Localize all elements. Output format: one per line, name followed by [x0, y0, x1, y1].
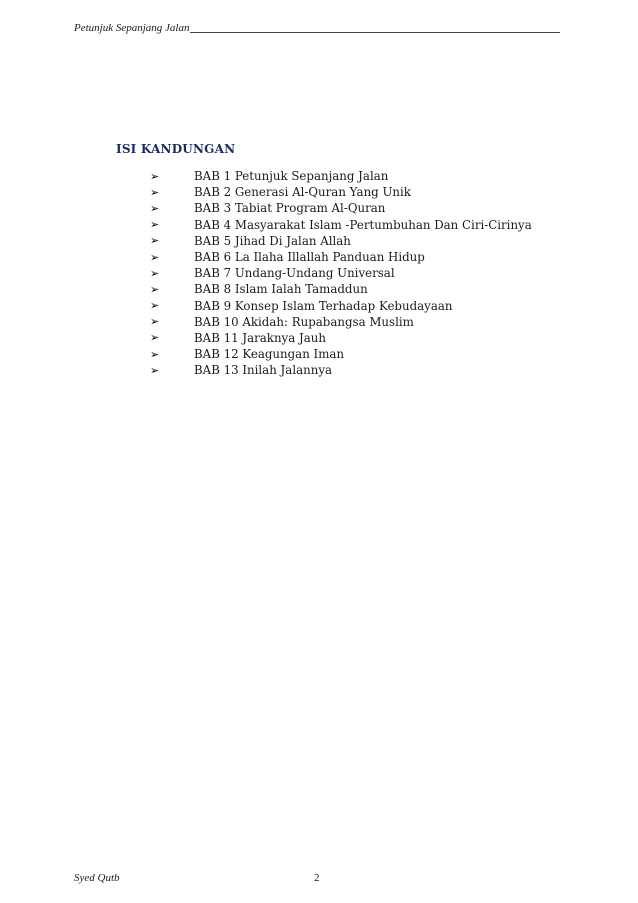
running-header	[74, 19, 560, 35]
toc-item	[150, 168, 532, 184]
arrow-bullet-icon: ➢	[150, 201, 160, 215]
toc-item-label: BAB 6 La Ilaha Illallah Panduan Hidup	[194, 250, 425, 265]
toc-item	[150, 330, 532, 346]
toc-item	[150, 217, 532, 233]
toc-item-label: BAB 10 Akidah: Rupabangsa Muslim	[194, 314, 414, 329]
arrow-bullet-icon: ➢	[150, 347, 160, 361]
arrow-bullet-icon: ➢	[150, 185, 160, 199]
arrow-bullet-icon: ➢	[150, 299, 160, 313]
toc-item-label: BAB 13 Inilah Jalannya	[194, 363, 333, 378]
toc-item	[150, 346, 532, 362]
toc-item-label: BAB 2 Generasi Al-Quran Yang Unik	[194, 185, 411, 200]
arrow-bullet-icon: ➢	[150, 234, 160, 248]
arrow-bullet-icon: ➢	[150, 218, 160, 232]
arrow-bullet-icon: ➢	[150, 282, 160, 296]
toc-item	[150, 233, 532, 249]
arrow-bullet-icon: ➢	[150, 266, 160, 280]
toc-item-label: BAB 5 Jihad Di Jalan Allah	[194, 233, 351, 248]
toc-item	[150, 298, 532, 314]
toc-item-label: BAB 9 Konsep Islam Terhadap Kebudayaan	[194, 298, 453, 313]
toc-item	[150, 249, 532, 265]
toc-item-label: BAB 1 Petunjuk Sepanjang Jalan	[194, 169, 389, 184]
toc-item	[150, 265, 532, 281]
toc-item	[150, 314, 532, 330]
arrow-bullet-icon: ➢	[150, 250, 160, 264]
toc-item-label: BAB 4 Masyarakat Islam -Pertumbuhan Dan Ciri-Cirinya	[194, 217, 532, 232]
toc-item	[150, 362, 532, 378]
toc-item-label: BAB 12 Keagungan Iman	[194, 347, 345, 362]
footer-author: Syed Qutb	[74, 872, 120, 884]
arrow-bullet-icon: ➢	[150, 169, 160, 183]
toc-item	[150, 200, 532, 216]
arrow-bullet-icon: ➢	[150, 331, 160, 345]
toc-item-label: BAB 11 Jaraknya Jauh	[194, 330, 326, 345]
arrow-bullet-icon: ➢	[150, 363, 160, 377]
toc-item-label: BAB 7 Undang-Undang Universal	[194, 266, 395, 281]
header-title: Petunjuk Sepanjang Jalan	[74, 22, 190, 34]
toc-item-label: BAB 3 Tabiat Program Al-Quran	[194, 201, 386, 216]
header-rule	[190, 32, 560, 33]
toc-item	[150, 281, 532, 297]
page-number: 2	[314, 872, 320, 884]
arrow-bullet-icon: ➢	[150, 315, 160, 329]
toc-item	[150, 184, 532, 200]
toc-list	[150, 168, 532, 378]
toc-heading: ISI KANDUNGAN	[116, 142, 236, 156]
toc-item-label: BAB 8 Islam Ialah Tamaddun	[194, 282, 368, 297]
